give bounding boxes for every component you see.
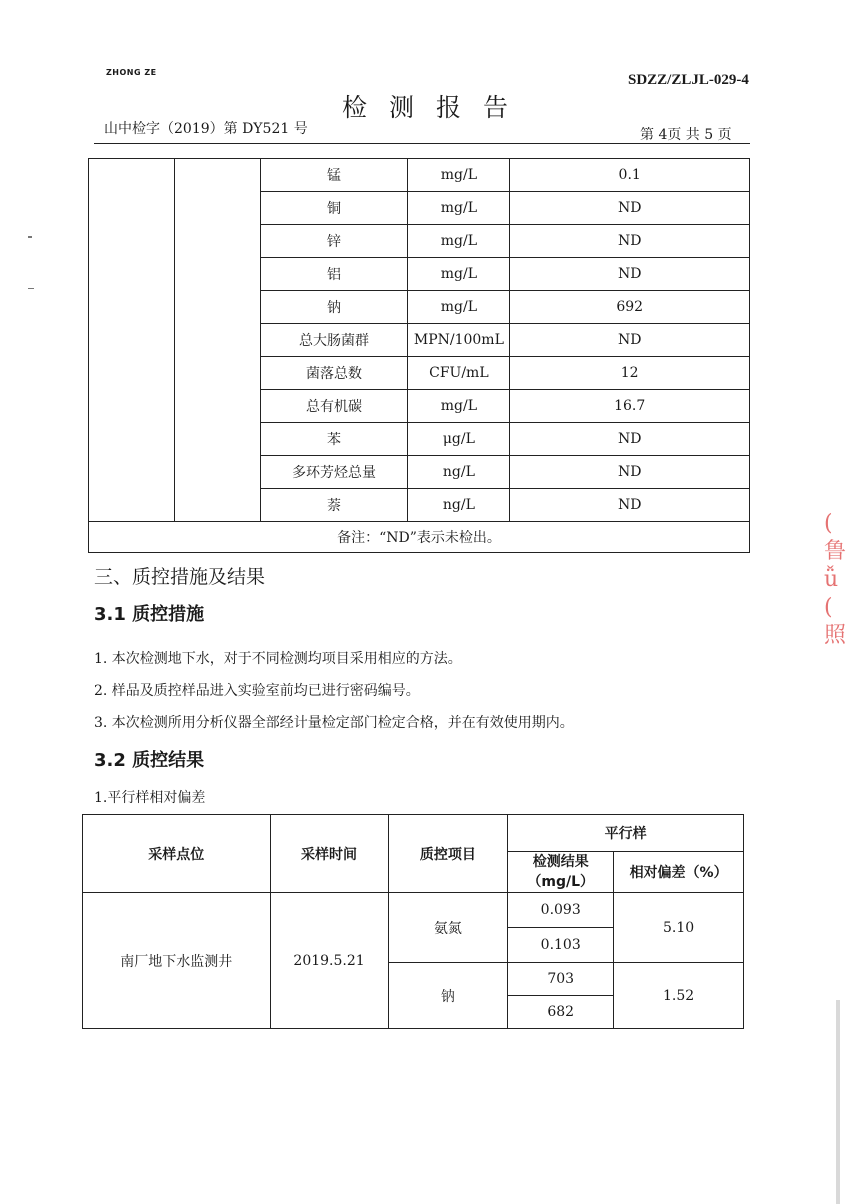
value-cell: ND: [510, 324, 750, 357]
list-item: 1. 本次检测地下水，对于不同检测均项目采用相应的方法。: [94, 651, 462, 667]
scan-speck: [28, 288, 34, 289]
result-cell: 703: [508, 963, 614, 996]
company-logo-text: ZHONG ZE: [106, 68, 157, 77]
scan-edge: [836, 1000, 840, 1204]
unit-cell: mg/L: [408, 258, 510, 291]
item-cell: 苯: [260, 423, 408, 456]
result-cell: 0.103: [508, 928, 614, 963]
value-cell: ND: [510, 192, 750, 225]
page-info: 第 4页 共 5 页: [640, 127, 732, 143]
header-deviation: 相对偏差（%）: [614, 852, 744, 893]
unit-cell: mg/L: [408, 291, 510, 324]
item-cell: 总大肠菌群: [260, 324, 408, 357]
item-cell: 多环芳烃总量: [260, 456, 408, 489]
result-cell: 0.093: [508, 893, 614, 928]
item-cell: 菌落总数: [260, 357, 408, 390]
unit-cell: ng/L: [408, 456, 510, 489]
header-item: 质控项目: [388, 815, 508, 893]
deviation-cell: 5.10: [614, 893, 744, 963]
value-cell: 12: [510, 357, 750, 390]
title-char: 测: [388, 93, 436, 122]
header-rule: [94, 143, 750, 144]
item-cell: 锰: [260, 159, 408, 192]
table-row: [83, 815, 744, 852]
table-caption: 1.平行样相对偏差: [94, 790, 206, 806]
merged-cell: [174, 159, 260, 522]
value-cell: 16.7: [510, 390, 750, 423]
item-cell: 铝: [260, 258, 408, 291]
section-heading: 三、质控措施及结果: [94, 566, 266, 588]
qc-table: [82, 814, 744, 1029]
unit-cell: MPN/100mL: [408, 324, 510, 357]
unit-cell: mg/L: [408, 390, 510, 423]
header-parallel: 平行样: [508, 815, 744, 852]
stamp-char: 鲁: [824, 539, 847, 564]
unit-cell: μg/L: [408, 423, 510, 456]
qc-item-cell: 钠: [388, 963, 508, 1029]
item-cell: 萘: [260, 489, 408, 522]
list-item: 2. 样品及质控样品进入实验室前均已进行密码编号。: [94, 683, 420, 699]
result-cell: 682: [508, 996, 614, 1029]
document-number: SDZZ/ZLJL-029-4: [628, 72, 749, 88]
value-cell: ND: [510, 489, 750, 522]
reference-number: 山中检字（2019）第 DY521 号: [104, 121, 308, 137]
header-result: [508, 852, 614, 893]
results-table: [88, 158, 750, 553]
value-cell: ND: [510, 258, 750, 291]
value-cell: ND: [510, 456, 750, 489]
table-row: [83, 893, 744, 928]
site-cell: 南厂地下水监测井: [83, 893, 271, 1029]
stamp-char: (: [824, 595, 833, 620]
unit-cell: mg/L: [408, 159, 510, 192]
value-cell: ND: [510, 225, 750, 258]
table-row: [89, 522, 750, 553]
stamp-char: ǚ: [824, 567, 839, 592]
stamp-char: 照: [824, 623, 847, 648]
table-row: [89, 159, 750, 192]
stamp-char: (: [824, 511, 833, 536]
note-cell: 备注：“ND”表示未检出。: [89, 522, 750, 553]
scan-speck: [28, 236, 32, 238]
unit-cell: CFU/mL: [408, 357, 510, 390]
list-item: 3. 本次检测所用分析仪器全部经计量检定部门检定合格，并在有效使用期内。: [94, 715, 574, 731]
subsection-heading: 3.2 质控结果: [94, 750, 205, 771]
title-char: 报: [436, 93, 484, 122]
deviation-cell: 1.52: [614, 963, 744, 1029]
header-result-unit: （mg/L）: [527, 874, 595, 890]
header-site: 采样点位: [83, 815, 271, 893]
time-cell: 2019.5.21: [270, 893, 388, 1029]
item-cell: 锌: [260, 225, 408, 258]
subsection-heading: 3.1 质控措施: [94, 604, 205, 625]
merged-cell: [89, 159, 175, 522]
item-cell: 钠: [260, 291, 408, 324]
title-char: 告: [483, 93, 531, 122]
title-char: 检: [341, 93, 389, 122]
item-cell: 总有机碳: [260, 390, 408, 423]
value-cell: 0.1: [510, 159, 750, 192]
unit-cell: mg/L: [408, 225, 510, 258]
qc-item-cell: 氨氮: [388, 893, 508, 963]
value-cell: ND: [510, 423, 750, 456]
unit-cell: mg/L: [408, 192, 510, 225]
header-time: 采样时间: [270, 815, 388, 893]
value-cell: 692: [510, 291, 750, 324]
unit-cell: ng/L: [408, 489, 510, 522]
header-result-label: 检测结果: [532, 854, 589, 870]
item-cell: 铜: [260, 192, 408, 225]
red-stamp-fragment: [824, 510, 850, 660]
